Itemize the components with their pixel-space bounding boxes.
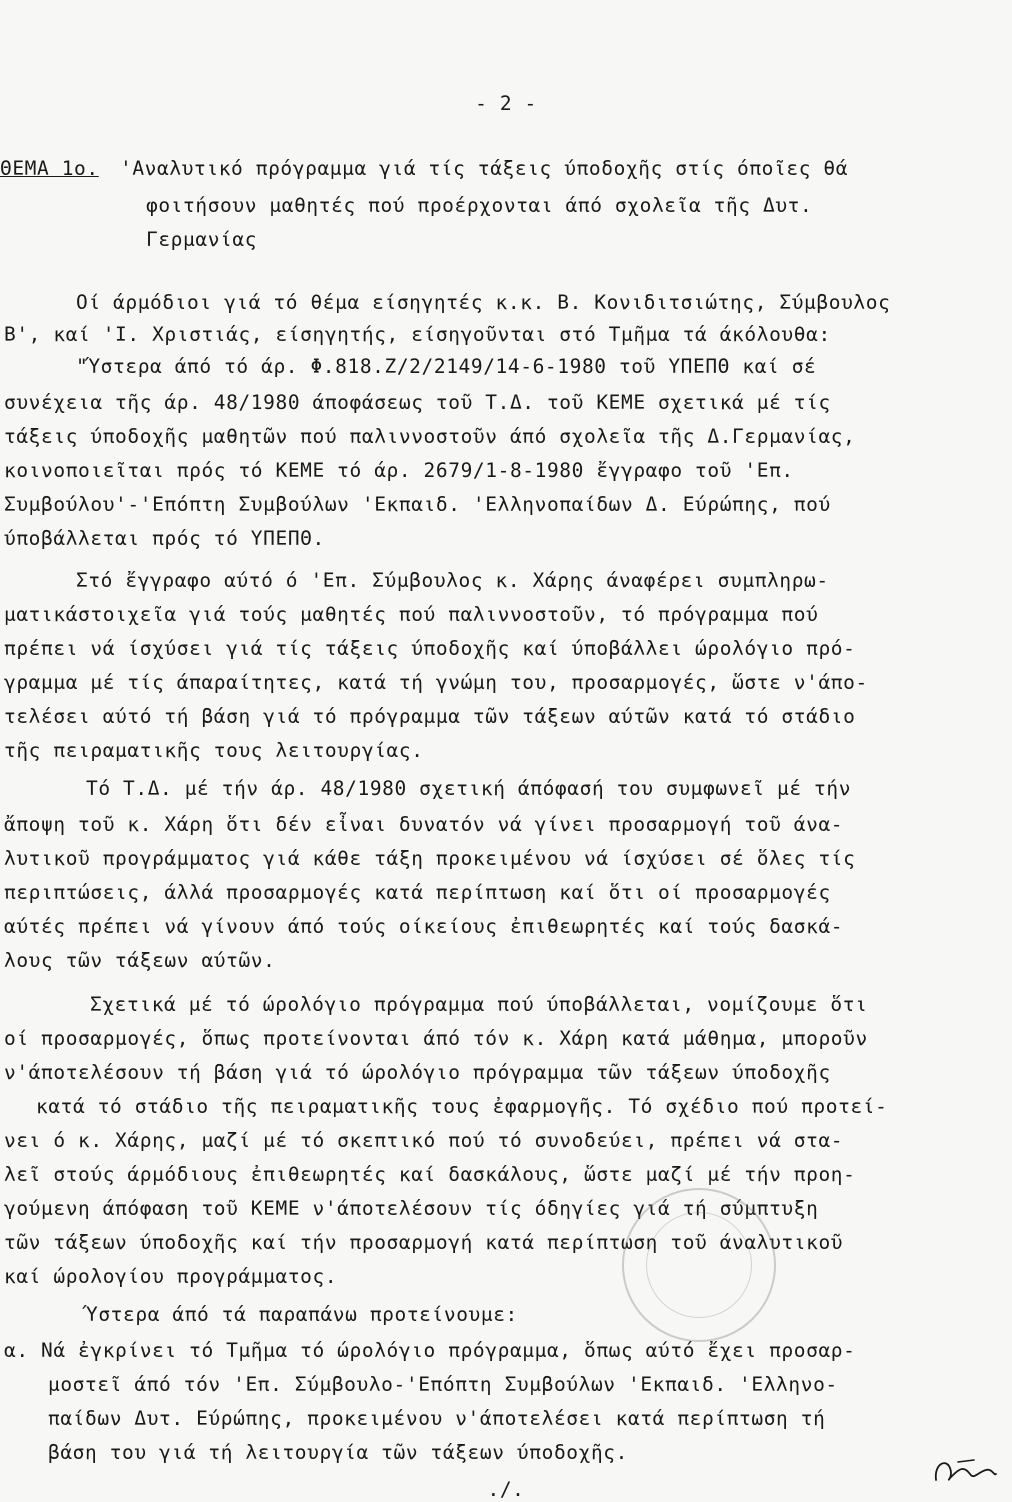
body-line: Β', καί 'Ι. Χριστιάς, είσηγητής, είσηγοῦνται στό Τμῆμα τά άκόλουθα: (4, 323, 831, 346)
body-line: αύτές πρέπει νά γίνουν άπό τούς οίκείους ἐπιθεωρητές καί τούς δασκά- (4, 915, 844, 938)
body-line: τῆς πειραματικῆς τους λειτουργίας. (4, 739, 424, 762)
body-line: τῶν τάξεων ύποδοχῆς καί τήν προσαρμογή κατά περίπτωση τοῦ άναλυτικοῦ (4, 1231, 844, 1254)
continuation-mark: ./. (487, 1478, 525, 1501)
stamp-seal (622, 1188, 776, 1342)
list-item-line: α. Νά ἐγκρίνει τό Τμῆμα τό ώρολόγιο πρόγραμμα, ὅπως αύτό ἔχει προσαρ- (4, 1339, 856, 1362)
body-line: ύποβάλλεται πρός τό ΥΠΕΠΘ. (4, 527, 325, 550)
body-line: λους τῶν τάξεων αύτῶν. (4, 949, 276, 972)
list-item-line: βάση του γιά τή λειτουργία τῶν τάξεων ύποδοχῆς. (48, 1441, 628, 1464)
subject-label: ΘΕΜΑ 1ο. (0, 157, 99, 180)
body-line: Στό ἔγγραφο αύτό ό 'Επ. Σύμβουλος κ. Χάρης άναφέρει συμπληρω- (76, 569, 829, 592)
body-line: τελέσει αύτό τή βάση γιά τό πρόγραμμα τῶν τάξεων αύτῶν κατά τό στάδιο (4, 705, 856, 728)
subject-line: 'Αναλυτικό πρόγραμμα γιά τίς τάξεις ύποδοχῆς στίς όποῖες θά (120, 157, 849, 180)
body-line: Συμβούλου'-'Επόπτη Συμβούλων 'Εκπαιδ. 'Ελληνοπαίδων Δ. Εύρώπης, πού (4, 493, 831, 516)
body-line: τάξεις ύποδοχῆς μαθητῶν πού παλιννοστοῦν άπό σχολεῖα τῆς Δ.Γερμανίας, (4, 425, 856, 448)
body-line: λεῖ στούς άρμόδιους ἐπιθεωρητές καί δασκάλους, ὥστε μαζί μέ τήν προη- (4, 1163, 856, 1186)
subject-line: Γερμανίας (146, 228, 258, 251)
list-item-line: παίδων Δυτ. Εύρώπης, προκειμένου ν'άποτελέσει κατά περίπτωση τή (48, 1407, 826, 1430)
body-line: συνέχεια τῆς άρ. 48/1980 άποφάσεως τοῦ Τ.Δ. τοῦ ΚΕΜΕ σχετικά μέ τίς (4, 391, 831, 414)
body-line: κοινοποιεῖται πρός τό ΚΕΜΕ τό άρ. 2679/1-8-1980 ἔγγραφο τοῦ 'Επ. (4, 459, 794, 482)
body-line: οί προσαρμογές, ὅπως προτείνονται άπό τόν κ. Χάρη κατά μάθημα, μποροῦν (4, 1027, 868, 1050)
body-line: ν'άποτελέσουν τή βάση γιά τό ώρολόγιο πρόγραμμα τῶν τάξεων ύποδοχῆς (4, 1061, 831, 1084)
body-line: ἄποψη τοῦ κ. Χάρη ὅτι δέν εἶναι δυνατόν νά γίνει προσαρμογή τοῦ άνα- (4, 813, 844, 836)
body-line: Τό Τ.Δ. μέ τήν άρ. 48/1980 σχετική άπόφασή του συμφωνεῖ μέ τήν (86, 777, 852, 800)
body-line: γραμμα μέ τίς άπαραίτητες, κατά τή γνώμη του, προσαρμογές, ὥστε ν'άπο- (4, 671, 868, 694)
body-line: λυτικοῦ προγράμματος γιά κάθε τάξη προκειμένου νά ίσχύσει σέ ὅλες τίς (4, 847, 856, 870)
body-line: καί ώρολογίου προγράμματος. (4, 1265, 338, 1288)
signature-mark (930, 1452, 1000, 1488)
body-line: "Ύστερα άπό τό άρ. Φ.818.Ζ/2/2149/14-6-1980 τοῦ ΥΠΕΠΘ καί σέ (76, 355, 817, 378)
body-line: κατά τό στάδιο τῆς πειραματικῆς τους ἐφαρμογῆς. Τό σχέδιο πού προτεί- (36, 1095, 888, 1118)
list-item-line: μοστεῖ άπό τόν 'Επ. Σύμβουλο-'Επόπτη Συμβούλων 'Εκπαιδ. 'Ελληνο- (48, 1373, 838, 1396)
subject-line: φοιτήσουν μαθητές πού προέρχονται άπό σχολεῖα τῆς Δυτ. (146, 194, 813, 217)
body-line: Σχετικά μέ τό ώρολόγιο πρόγραμμα πού ύποβάλλεται, νομίζουμε ὅτι (90, 993, 868, 1016)
body-line: γούμενη άπόφαση τοῦ ΚΕΜΕ ν'άποτελέσουν τίς όδηγίες γιά τή σύμπτυξη (4, 1197, 819, 1220)
body-line: ματικάστοιχεῖα γιά τούς μαθητές πού παλιννοστοῦν, τό πρόγραμμα πού (4, 603, 819, 626)
body-line: πρέπει νά ίσχύσει γιά τίς τάξεις ύποδοχῆς καί ύποβάλλει ώρολόγιο πρό- (4, 637, 856, 660)
body-line: περιπτώσεις, άλλά προσαρμογές κατά περίπτωση καί ὅτι οί προσαρμογές (4, 881, 831, 904)
body-line: Οί άρμόδιοι γιά τό θέμα είσηγητές κ.κ. Β. Κονιδιτσιώτης, Σύμβουλος (76, 291, 891, 314)
body-line: νει ό κ. Χάρης, μαζί μέ τό σκεπτικό πού τό συνοδεύει, πρέπει νά στα- (4, 1129, 844, 1152)
body-line: Ύστερα άπό τά παραπάνω προτείνουμε: (86, 1303, 518, 1326)
page-number: - 2 - (475, 92, 537, 115)
